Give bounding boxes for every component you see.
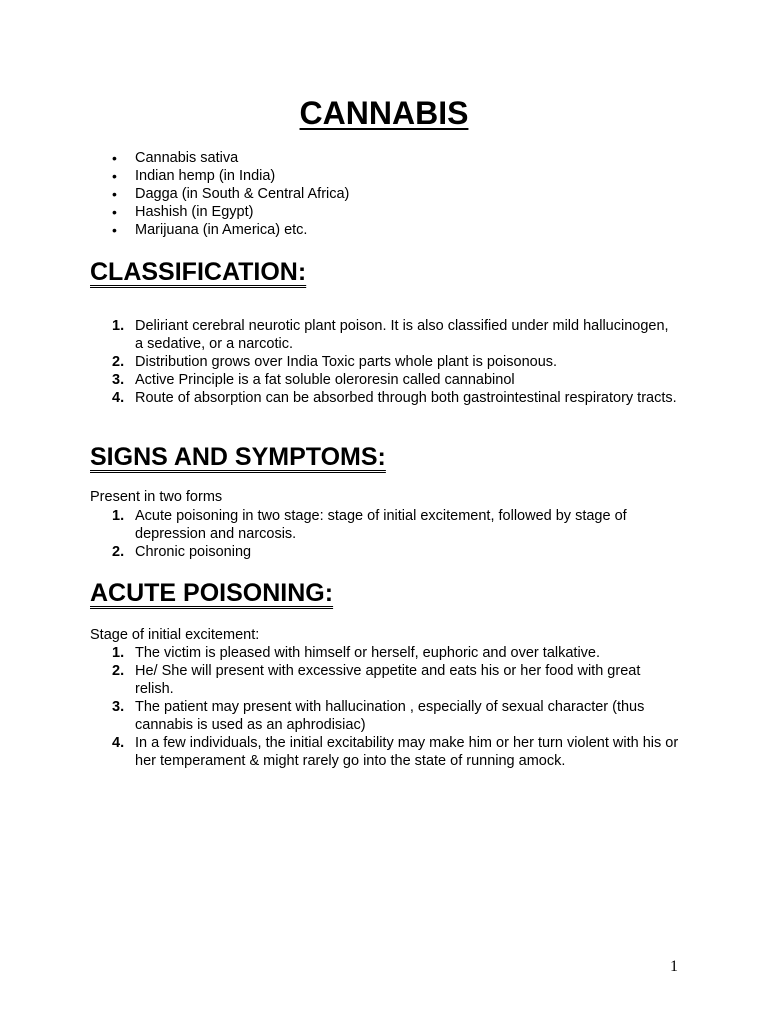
list-item: • Marijuana (in America) etc. (90, 221, 690, 239)
list-item (90, 353, 680, 371)
list-item (90, 371, 680, 389)
item-number: 4. (112, 735, 125, 751)
item-text: He/ She will present with excessive appetite and eats his or her food with great relish. (135, 663, 641, 697)
acute-heading: ACUTE POISONING: (90, 579, 334, 607)
list-item (90, 317, 680, 353)
classification-heading: CLASSIFICATION: (90, 258, 307, 286)
item-text: Distribution grows over India Toxic parts whole plant is poisonous. (135, 354, 558, 370)
signs-list (90, 507, 680, 561)
signs-heading: SIGNS AND SYMPTOMS: (90, 443, 386, 471)
item-number: 3. (112, 699, 125, 715)
item-text: The patient may present with hallucination , especially of sexual character (thus cannabis is used as an aphrodisiac) (135, 699, 645, 733)
list-item (90, 662, 680, 698)
list-item (90, 507, 680, 543)
classification-list (90, 317, 680, 407)
item-text: Deliriant cerebral neurotic plant poison. It is also classified under mild hallucinogen, a sedative, or a narcotic. (135, 318, 669, 352)
list-item (90, 698, 680, 734)
item-text: The victim is pleased with himself or herself, euphoric and over talkative. (135, 645, 601, 661)
acute-list (90, 644, 680, 770)
acute-intro: Stage of initial excitement: (90, 627, 260, 643)
item-number: 2. (112, 354, 125, 370)
list-item: • Hashish (in Egypt) (90, 203, 690, 221)
item-number: 1. (112, 508, 125, 524)
list-item (90, 644, 680, 662)
list-item: • Cannabis sativa (90, 149, 690, 167)
page-number: 1 (670, 958, 678, 975)
item-number: 3. (112, 372, 125, 388)
item-text: Acute poisoning in two stage: stage of initial excitement, followed by stage of depression and narcosis. (135, 508, 627, 542)
item-number: 2. (112, 663, 125, 679)
document-title: CANNABIS (299, 95, 469, 131)
list-item (90, 734, 680, 770)
item-text: In a few individuals, the initial excitability may make him or her turn violent with his or her temperament & might rarely go into the state of running amock. (135, 735, 679, 769)
names-list (90, 149, 690, 239)
item-number: 2. (112, 544, 125, 560)
list-item: • Dagga (in South & Central Africa) (90, 185, 690, 203)
item-text: Active Principle is a fat soluble oleroresin called cannabinol (135, 372, 515, 388)
list-item: • Indian hemp (in India) (90, 167, 690, 185)
list-item (90, 389, 680, 407)
item-text: Route of absorption can be absorbed through both gastrointestinal respiratory tracts. (135, 390, 677, 406)
item-text: Chronic poisoning (135, 544, 252, 560)
signs-intro: Present in two forms (90, 489, 223, 505)
item-number: 1. (112, 645, 125, 661)
item-number: 4. (112, 390, 125, 406)
item-number: 1. (112, 318, 125, 334)
list-item (90, 543, 680, 561)
